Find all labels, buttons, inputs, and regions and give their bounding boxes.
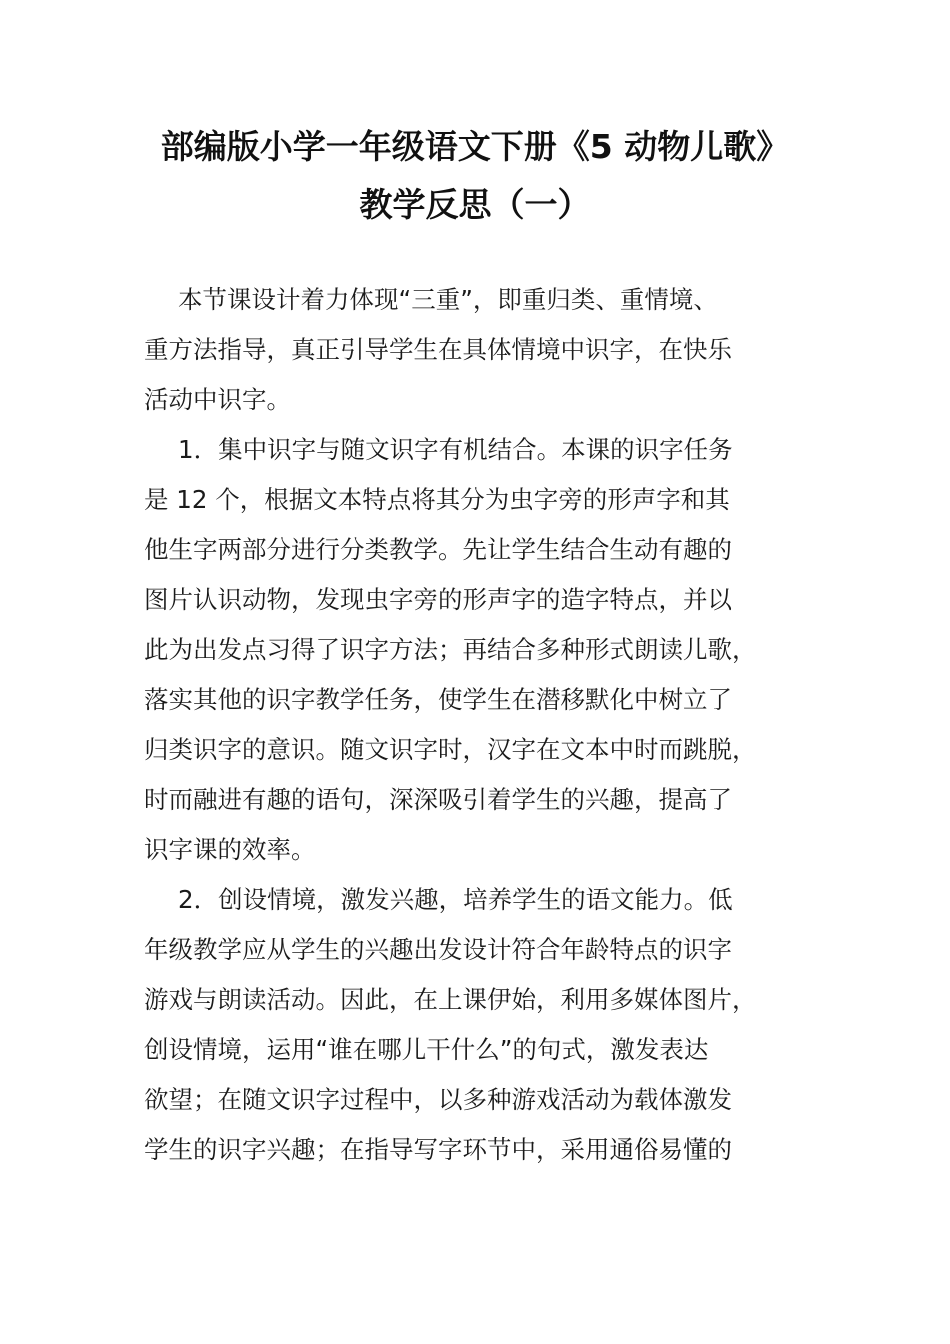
body-line: 游戏与朗读活动。因此，在上课伊始，利用多媒体图片， [144,985,757,1014]
body-line: 学生的识字兴趣；在指导写字环节中，采用通俗易懂的 [144,1135,732,1164]
body-line: 活动中识字。 [144,385,291,414]
body-line: 欲望；在随文识字过程中，以多种游戏活动为载体激发 [144,1085,732,1114]
body-line: 识字课的效率。 [144,835,316,864]
body-line: 图片认识动物，发现虫字旁的形声字的造字特点，并以 [144,585,732,614]
body-line: 他生字两部分进行分类教学。先让学生结合生动有趣的 [144,535,732,564]
body-line: 年级教学应从学生的兴趣出发设计符合年龄特点的识字 [144,935,732,964]
body-line: 2．创设情境，激发兴趣，培养学生的语文能力。低 [178,885,733,914]
document-title [120,118,830,234]
title-line-1: 部编版小学一年级语文下册《5 动物儿歌》 [160,127,790,166]
body-line: 创设情境，运用“谁在哪儿干什么”的句式，激发表达 [144,1035,709,1064]
body-line: 此为出发点习得了识字方法；再结合多种形式朗读儿歌， [144,635,757,664]
body-line: 归类识字的意识。随文识字时，汉字在文本中时而跳脱， [144,735,757,764]
body-line: 1．集中识字与随文识字有机结合。本课的识字任务 [178,435,733,464]
body-line: 是 12 个，根据文本特点将其分为虫字旁的形声字和其 [144,485,730,514]
document-body [144,275,824,1175]
body-line: 落实其他的识字教学任务，使学生在潜移默化中树立了 [144,685,732,714]
title-line-2: 教学反思（一） [359,185,591,224]
body-line: 时而融进有趣的语句，深深吸引着学生的兴趣，提高了 [144,785,732,814]
body-line: 重方法指导，真正引导学生在具体情境中识字，在快乐 [144,335,732,364]
body-line: 本节课设计着力体现“三重”，即重归类、重情境、 [178,285,718,314]
